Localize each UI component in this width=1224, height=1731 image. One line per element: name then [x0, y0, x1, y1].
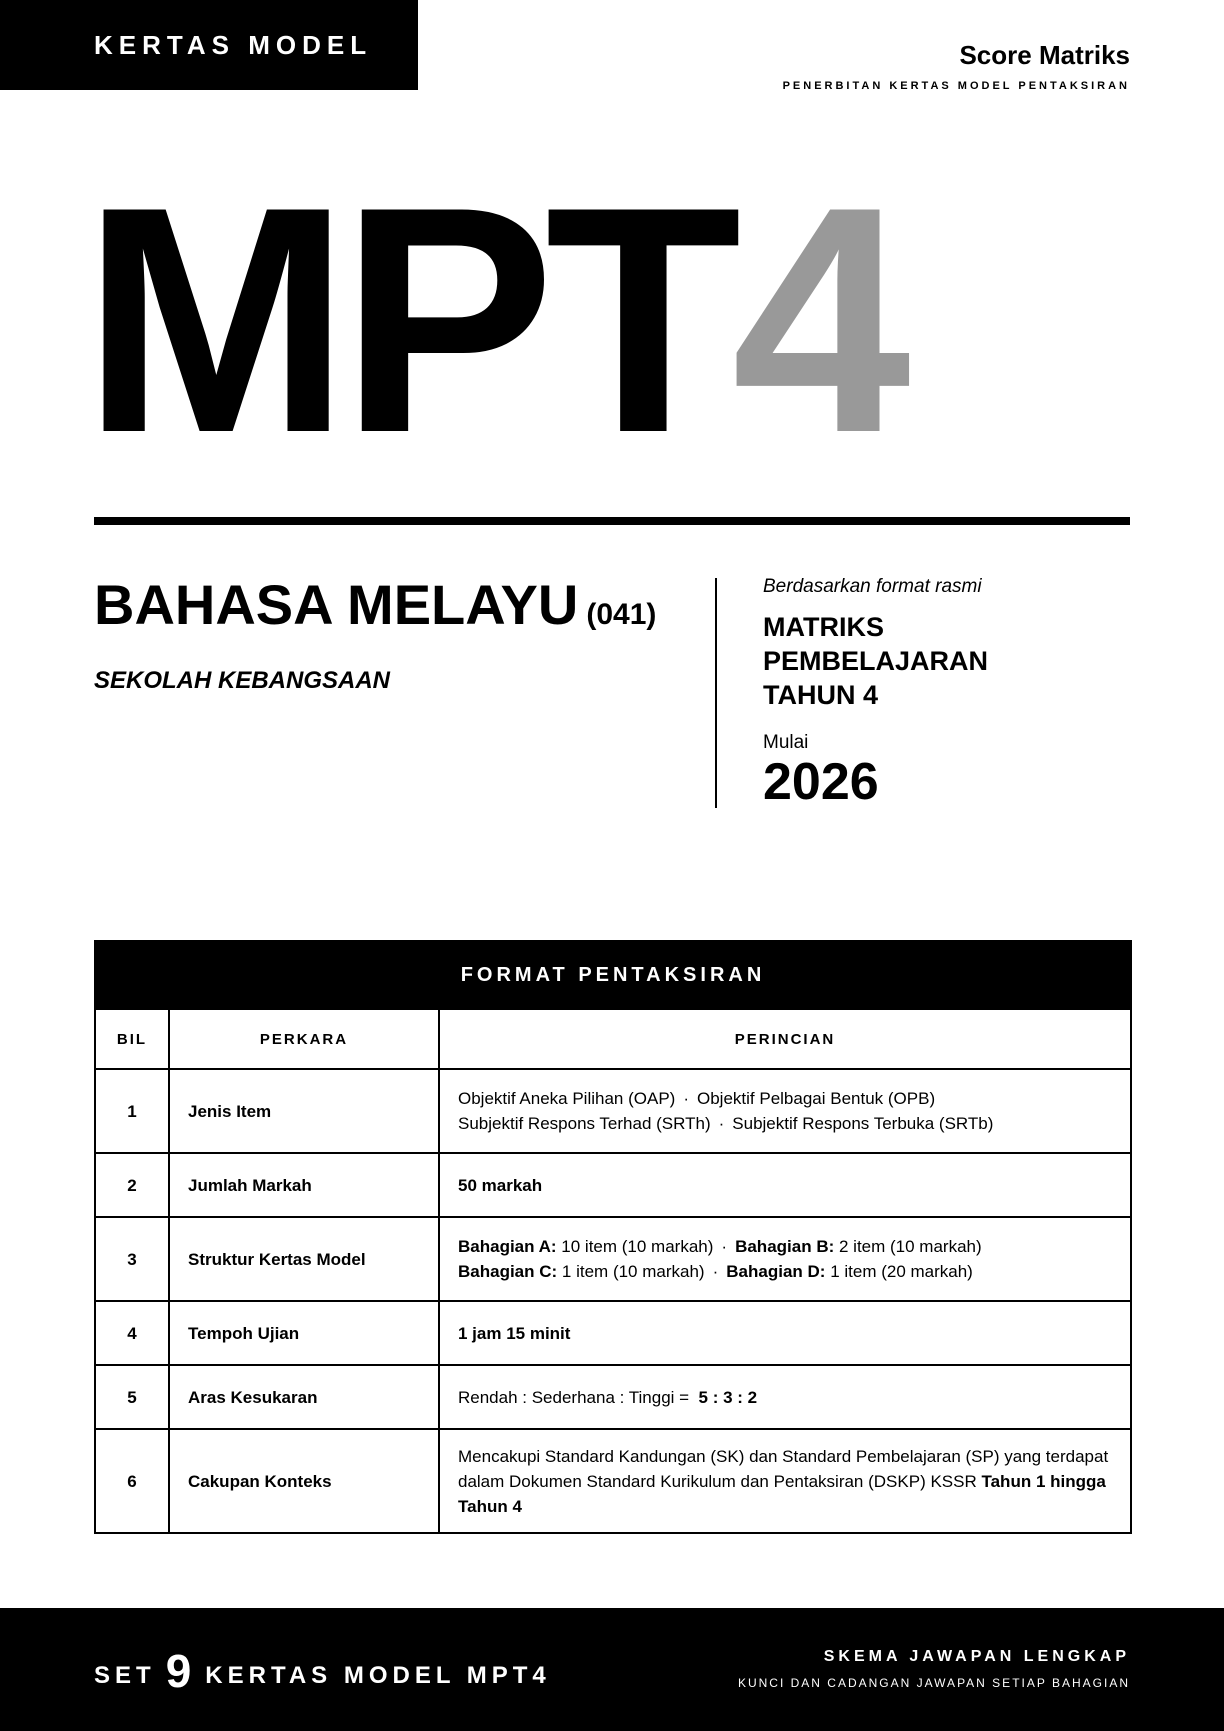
row-number: 2 — [95, 1153, 169, 1217]
format-table-title: FORMAT PENTAKSIRAN — [95, 941, 1131, 1009]
row-number: 1 — [95, 1069, 169, 1153]
section-b-label: Bahagian B: — [735, 1237, 835, 1256]
vertical-divider — [715, 578, 717, 808]
section-b-value: 2 item (10 markah) — [839, 1237, 982, 1256]
row-detail — [439, 1429, 1131, 1533]
section-c-value: 1 item (10 markah) — [561, 1262, 705, 1281]
subject-block — [94, 575, 656, 695]
publisher-block — [783, 40, 1130, 92]
publisher-name: Score Matriks — [959, 40, 1130, 70]
format-table — [94, 940, 1132, 1534]
basis-matrix-line: PEMBELAJARAN — [763, 646, 989, 676]
basis-year: 2026 — [763, 753, 879, 811]
footer-answer-title: SKEMA JAWAPAN LENGKAP — [823, 1648, 1130, 1665]
table-row — [95, 1153, 1131, 1217]
footer-set-title — [94, 1644, 551, 1698]
footer-set-number: 9 — [165, 1645, 192, 1697]
row-number: 6 — [95, 1429, 169, 1533]
cover-title-letters: MPT — [82, 141, 732, 500]
column-header-perincian: PERINCIAN — [439, 1009, 1131, 1069]
title-rule — [94, 517, 1130, 525]
difficulty-ratio: 5 : 3 : 2 — [698, 1387, 758, 1407]
item-type-oap: Objektif Aneka Pilihan (OAP) — [458, 1089, 676, 1108]
footer-bar — [0, 1608, 1224, 1731]
separator-dot: · — [721, 1237, 728, 1256]
cover-title-digit: 4 — [731, 141, 901, 500]
basis-block — [763, 576, 988, 810]
row-item: Jenis Item — [169, 1069, 439, 1153]
row-detail: 50 markah — [439, 1153, 1131, 1217]
footer-answer-scheme — [738, 1648, 1130, 1690]
section-d-label: Bahagian D: — [726, 1262, 826, 1281]
row-item: Struktur Kertas Model — [169, 1217, 439, 1301]
table-row — [95, 1217, 1131, 1301]
basis-matrix-line: MATRIKS — [763, 612, 884, 642]
footer-paper-title: KERTAS MODEL MPT4 — [205, 1662, 551, 1689]
separator-dot: · — [683, 1089, 689, 1108]
footer-answer-subtitle: KUNCI DAN CADANGAN JAWAPAN SETIAP BAHAGIAN — [737, 1676, 1130, 1690]
row-detail — [439, 1069, 1131, 1153]
section-c-label: Bahagian C: — [458, 1262, 558, 1281]
table-row — [95, 1429, 1131, 1533]
item-type-srtb: Subjektif Respons Terbuka (SRTb) — [732, 1114, 994, 1133]
table-row — [95, 1069, 1131, 1153]
subject-name: BAHASA MELAYU — [94, 573, 579, 636]
table-row — [95, 1365, 1131, 1429]
table-row — [95, 1301, 1131, 1365]
section-a-label: Bahagian A: — [458, 1237, 557, 1256]
row-number: 3 — [95, 1217, 169, 1301]
row-detail — [439, 1217, 1131, 1301]
footer-set-label: SET — [94, 1662, 156, 1689]
row-item: Cakupan Konteks — [169, 1429, 439, 1533]
header-badge: KERTAS MODEL — [0, 0, 418, 90]
column-header-perkara: PERKARA — [169, 1009, 439, 1069]
basis-start-label: Mulai — [763, 732, 809, 753]
school-type: SEKOLAH KEBANGSAAN — [94, 667, 391, 694]
basis-matrix-line: TAHUN 4 — [763, 680, 879, 710]
basis-intro: Berdasarkan format rasmi — [763, 576, 982, 597]
section-a-value: 10 item (10 markah) — [561, 1237, 714, 1256]
difficulty-levels: Rendah : Sederhana : Tinggi = — [458, 1387, 690, 1407]
row-item: Jumlah Markah — [169, 1153, 439, 1217]
cover-title — [82, 141, 901, 500]
separator-dot: · — [718, 1114, 725, 1133]
column-header-bil: BIL — [95, 1009, 169, 1069]
row-item: Aras Kesukaran — [169, 1365, 439, 1429]
basis-matrix-title — [763, 610, 988, 712]
context-coverage-text: Mencakupi Standard Kandungan (SK) dan Standard Pembelajaran (SP) yang terdapat dalam Dokumen Standard Kurikulum dan Pentaksiran (DSKP) KSSR — [458, 1446, 1109, 1491]
item-type-opb: Objektif Pelbagai Bentuk (OPB) — [697, 1089, 936, 1108]
separator-dot: · — [712, 1262, 719, 1281]
row-item: Tempoh Ujian — [169, 1301, 439, 1365]
subject-title — [94, 575, 656, 645]
row-number: 5 — [95, 1365, 169, 1429]
row-detail: 1 jam 15 minit — [439, 1301, 1131, 1365]
subject-code: (041) — [586, 598, 657, 631]
row-number: 4 — [95, 1301, 169, 1365]
item-type-srth: Subjektif Respons Terhad (SRTh) — [458, 1114, 711, 1133]
row-detail — [439, 1365, 1131, 1429]
section-d-value: 1 item (20 markah) — [830, 1262, 973, 1281]
context-coverage-years: Tahun 1 hingga Tahun 4 — [458, 1471, 1106, 1516]
publisher-tagline: PENERBITAN KERTAS MODEL PENTAKSIRAN — [782, 80, 1130, 92]
